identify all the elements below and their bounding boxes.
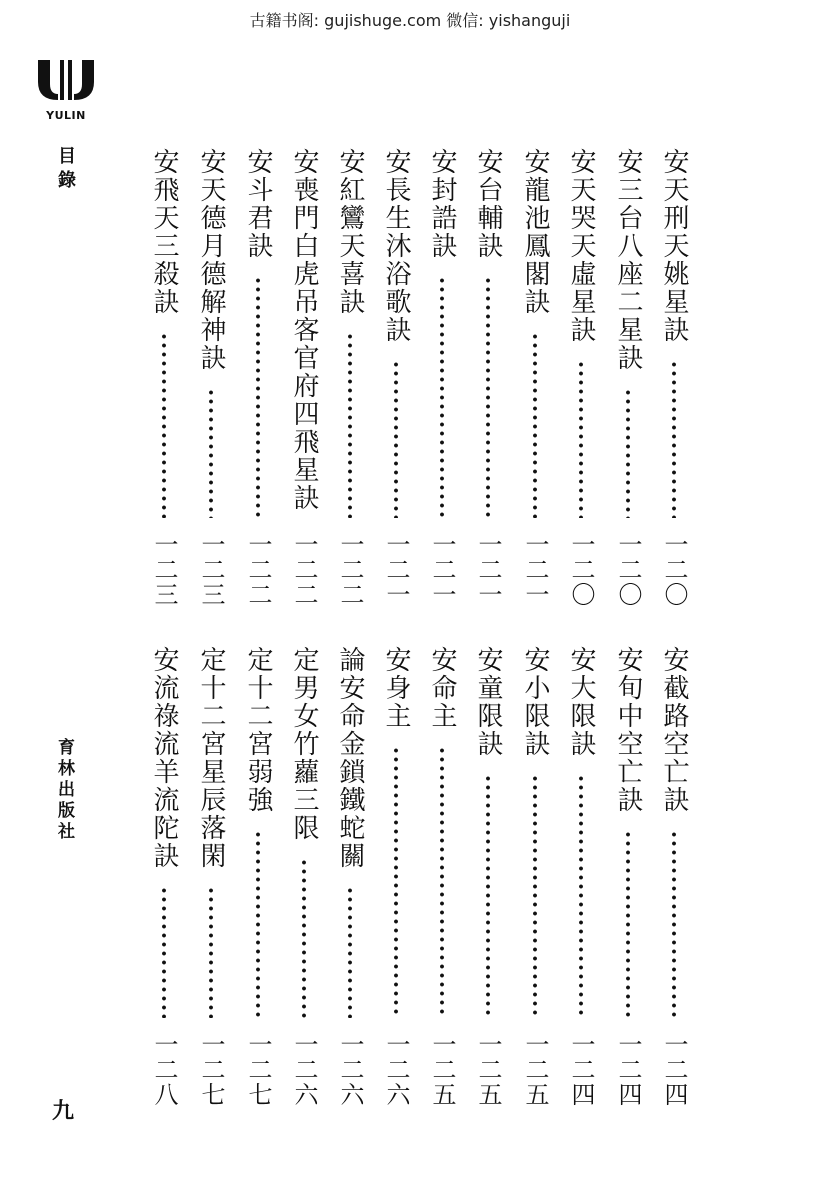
toc-entry-page: 一二四 xyxy=(660,1032,688,1107)
toc-entry-title: 安三台八座二星訣 xyxy=(613,148,643,372)
dot-leader xyxy=(439,276,445,518)
toc-entry-page: 一二四 xyxy=(567,1032,595,1107)
publisher-name: 育林出版社 xyxy=(54,738,74,843)
logo-text: YULIN xyxy=(46,109,86,122)
toc-entry-title: 安小限訣 xyxy=(520,646,550,758)
toc-entry-page: 一二五 xyxy=(428,1032,456,1107)
page-number: 九 xyxy=(52,1098,75,1124)
dot-leader xyxy=(255,276,261,518)
toc-entry-page: 一二二 xyxy=(244,532,272,607)
toc-entry-title: 安台輔訣 xyxy=(473,148,503,260)
dot-leader xyxy=(671,830,677,1018)
dot-leader xyxy=(255,830,261,1018)
toc-entry-title: 安童限訣 xyxy=(473,646,503,758)
yulin-logo-icon xyxy=(34,56,98,104)
toc-entry-page: 一二三 xyxy=(150,532,178,607)
toc-entry-title: 論安命金鎖鐵蛇關 xyxy=(335,646,365,870)
publisher-logo xyxy=(34,56,98,122)
toc-entry-title: 安長生沐浴歌訣 xyxy=(381,148,411,344)
dot-leader xyxy=(532,332,538,518)
toc-entry-page: 一二一 xyxy=(474,532,502,607)
toc-entry-page: 一二三 xyxy=(197,532,225,607)
toc-entry-page: 一二一 xyxy=(428,532,456,607)
dot-leader xyxy=(485,276,491,518)
dot-leader xyxy=(485,774,491,1018)
toc-entry-title: 安截路空亡訣 xyxy=(659,646,689,814)
toc-entry-title: 安流祿流羊流陀訣 xyxy=(149,646,179,870)
toc-entry-page: 一二六 xyxy=(336,1032,364,1107)
toc-entry-title: 安喪門白虎吊客官府四飛星訣 xyxy=(289,148,319,512)
toc-entry-title: 安飛天三殺訣 xyxy=(149,148,179,316)
toc-entry-title: 安斗君訣 xyxy=(243,148,273,260)
toc-entry-page: 一二四 xyxy=(614,1032,642,1107)
toc-entry-title: 定十二宮星辰落閑 xyxy=(196,646,226,870)
toc-entry-page: 一二七 xyxy=(197,1032,225,1107)
dot-leader xyxy=(161,886,167,1018)
toc-entry-page: 一二二 xyxy=(290,532,318,607)
toc-entry-title: 安封誥訣 xyxy=(427,148,457,260)
toc-entry-page: 一二五 xyxy=(521,1032,549,1107)
toc-entry-page: 一二六 xyxy=(382,1032,410,1107)
dot-leader xyxy=(347,886,353,1018)
toc-entry-title: 安大限訣 xyxy=(566,646,596,758)
toc-entry-page: 一二八 xyxy=(150,1032,178,1107)
dot-leader xyxy=(625,388,631,518)
toc-entry-page: 一二一 xyxy=(521,532,549,607)
watermark: 古籍书阁: gujishuge.com 微信: yishanguji xyxy=(249,11,571,30)
dot-leader xyxy=(393,746,399,1018)
toc-entry-page: 一二六 xyxy=(290,1032,318,1107)
toc-entry-title: 安命主 xyxy=(427,646,457,730)
dot-leader xyxy=(393,360,399,518)
section-title: 目錄 xyxy=(55,146,76,194)
toc-entry-page: 一二〇 xyxy=(567,532,595,607)
toc-entry-title: 安身主 xyxy=(381,646,411,730)
toc-entry-title: 安天刑天姚星訣 xyxy=(659,148,689,344)
dot-leader xyxy=(578,774,584,1018)
dot-leader xyxy=(161,332,167,518)
dot-leader xyxy=(301,858,307,1018)
toc-entry-title: 安紅鸞天喜訣 xyxy=(335,148,365,316)
toc-entry-title: 定男女竹蘿三限 xyxy=(289,646,319,842)
toc-entry-page: 一二一 xyxy=(382,532,410,607)
toc-entry-page: 一二七 xyxy=(244,1032,272,1107)
dot-leader xyxy=(347,332,353,518)
dot-leader xyxy=(208,388,214,518)
dot-leader xyxy=(208,886,214,1018)
toc-entry-page: 一二五 xyxy=(474,1032,502,1107)
dot-leader xyxy=(625,830,631,1018)
dot-leader xyxy=(671,360,677,518)
toc-entry-title: 安天哭天虛星訣 xyxy=(566,148,596,344)
toc-entry-title: 安旬中空亡訣 xyxy=(613,646,643,814)
toc-entry-page: 一二二 xyxy=(336,532,364,607)
toc-entry-title: 安龍池鳳閣訣 xyxy=(520,148,550,316)
toc-entry-page: 一二〇 xyxy=(614,532,642,607)
dot-leader xyxy=(439,746,445,1018)
toc-entry-title: 安天德月德解神訣 xyxy=(196,148,226,372)
toc-entry-title: 定十二宮弱強 xyxy=(243,646,273,814)
toc-entry-page: 一二〇 xyxy=(660,532,688,607)
dot-leader xyxy=(532,774,538,1018)
dot-leader xyxy=(578,360,584,518)
